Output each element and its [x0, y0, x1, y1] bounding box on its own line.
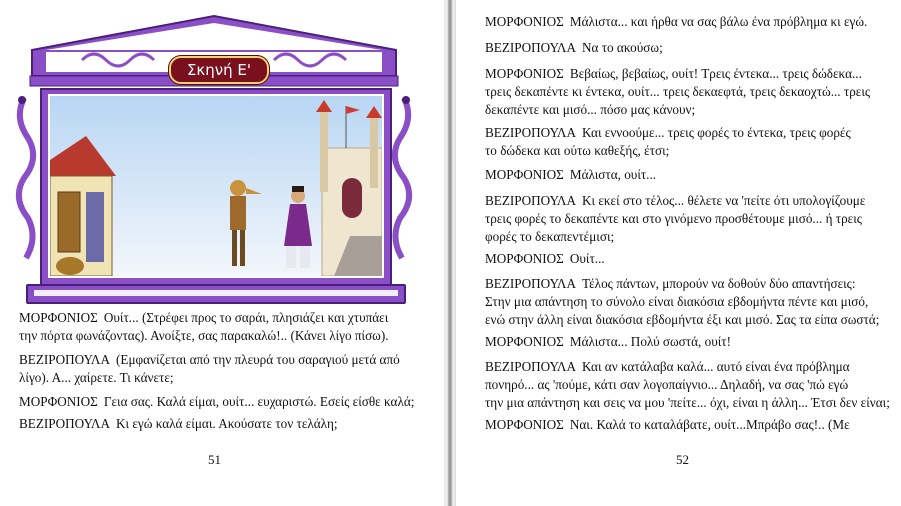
speaker-name: ΒΕΖΙΡΟΠΟΥΛΑ	[19, 416, 110, 431]
speaker-name: ΒΕΖΙΡΟΠΟΥΛΑ	[485, 193, 576, 208]
dialogue-paragraph	[485, 192, 865, 246]
dialogue-line: Ναι. Καλά το καταλάβατε, ουίτ...Μπράβο σας!.. (Με	[569, 417, 850, 432]
dialogue-line: ενώ στην άλλη είναι διακόσια εβδομήντα έξι και μισό. Σας τα είπα σωστά;	[485, 312, 880, 327]
page-number: 51	[208, 452, 221, 467]
scene-label-badge: Σκηνή Ε'	[169, 56, 269, 84]
dialogue-paragraph	[485, 250, 605, 268]
right-page	[456, 0, 901, 506]
dialogue-line: πονηρό... ας 'πούμε, κάτι σαν λογοπαίγνιο... Δηλαδή, να σας 'πώ εγώ	[485, 377, 849, 392]
speaker-name: ΒΕΖΙΡΟΠΟΥΛΑ	[19, 352, 110, 367]
dialogue-paragraph	[19, 393, 414, 411]
dialogue-paragraph	[485, 275, 879, 329]
dialogue-paragraph	[485, 124, 851, 160]
dialogue-line: Κι εκεί στο τέλος... θέλετε να 'πείτε ότι υπολογίζουμε	[582, 193, 866, 208]
dialogue-line: Και εννοούμε... τρεις φορές το έντεκα, τρεις φορές	[582, 125, 851, 140]
page-number: 52	[676, 452, 689, 467]
dialogue-line: τρεις φορές το δεκαπέντε και στο γινόμενο προσθέτουμε μισό... ή τρεις	[485, 211, 862, 226]
speaker-name: ΒΕΖΙΡΟΠΟΥΛΑ	[485, 40, 576, 55]
dialogue-line: λίγο). Α... χαίρετε. Τι κάνετε;	[19, 370, 174, 385]
dialogue-line: Τέλος πάντων, μπορούν να δοθούν δύο απαντήσεις:	[582, 276, 856, 291]
dialogue-line: Μάλιστα, ουίτ...	[569, 167, 657, 182]
dialogue-paragraph	[19, 415, 338, 433]
speaker-name: ΜΟΡΦΟΝΙΟΣ	[485, 14, 564, 29]
shadow-theatre-illustration	[12, 14, 416, 306]
speaker-name: ΒΕΖΙΡΟΠΟΥΛΑ	[485, 125, 576, 140]
dialogue-paragraph	[19, 309, 389, 345]
left-page	[0, 0, 444, 506]
dialogue-line: Κι εγώ καλά είμαι. Ακούσατε τον τελάλη;	[116, 416, 338, 431]
dialogue-line: δεκαπέντε και μισό... πόσο μας κάνουν;	[485, 102, 696, 117]
speaker-name: ΜΟΡΦΟΝΙΟΣ	[485, 66, 564, 81]
stage-base	[26, 284, 406, 304]
dialogue-line: τρεις δεκαπέντε κι έντεκα, ουίτ... τρεις δεκαεφτά, τρεις δεκαοχτώ... τρεις	[485, 84, 871, 99]
dialogue-paragraph	[485, 333, 731, 351]
dialogue-line: Γεια σας. Καλά είμαι, ουίτ... ευχαριστώ. Εσείς είσθε καλά;	[103, 394, 415, 409]
dialogue-paragraph	[19, 351, 400, 387]
speaker-name: ΜΟΡΦΟΝΙΟΣ	[19, 394, 98, 409]
dialogue-line: Μάλιστα... και ήρθα να σας βάλω ένα πρόβλημα κι εγώ.	[569, 14, 868, 29]
dialogue-paragraph	[485, 39, 663, 57]
dialogue-paragraph	[485, 13, 867, 31]
dialogue-line: την μια απάντηση και σεις να μου 'πείτε... όχι, είναι η άλλη... Έτσι δεν είναι;	[485, 395, 890, 410]
book-gutter	[444, 0, 456, 506]
dialogue-line: το δώδεκα και ούτω καθεξής, έτσι;	[485, 143, 670, 158]
dialogue-paragraph	[485, 358, 890, 412]
speaker-name: ΜΟΡΦΟΝΙΟΣ	[485, 251, 564, 266]
dialogue-paragraph	[485, 65, 870, 119]
dialogue-line: Ουίτ...	[569, 251, 605, 266]
dialogue-paragraph	[485, 166, 656, 184]
speaker-name: ΒΕΖΙΡΟΠΟΥΛΑ	[485, 276, 576, 291]
dialogue-line: Βεβαίως, βεβαίως, ουίτ! Τρεις έντεκα... τρεις δώδεκα...	[569, 66, 862, 81]
dialogue-line: φορές το δεκαπεντέμισι;	[485, 229, 615, 244]
dialogue-line: Μάλιστα... Πολύ σωστά, ουίτ!	[569, 334, 731, 349]
stage-scene	[48, 94, 384, 278]
dialogue-line: Ουίτ... (Στρέφει προς το σαράι, πλησιάζει και χτυπάει	[103, 310, 389, 325]
dialogue-line: Και αν κατάλαβα καλά... αυτό είναι ένα πρόβλημα	[582, 359, 850, 374]
dialogue-line: Στην μια απάντηση το σύνολο είναι διακόσια εβδομήντα πέντε και μισό,	[485, 294, 869, 309]
dialogue-paragraph	[485, 416, 850, 434]
dialogue-line: την πόρτα φωνάζοντας). Ανοίξτε, σας παρακαλώ!.. (Κάνει λίγο πίσω).	[19, 328, 389, 343]
speaker-name: ΜΟΡΦΟΝΙΟΣ	[485, 167, 564, 182]
dialogue-line: Να το ακούσω;	[582, 40, 663, 55]
speaker-name: ΜΟΡΦΟΝΙΟΣ	[485, 417, 564, 432]
speaker-name: ΜΟΡΦΟΝΙΟΣ	[19, 310, 98, 325]
speaker-name: ΒΕΖΙΡΟΠΟΥΛΑ	[485, 359, 576, 374]
speaker-name: ΜΟΡΦΟΝΙΟΣ	[485, 334, 564, 349]
dialogue-line: (Εμφανίζεται από την πλευρά του σαραγιού μετά από	[116, 352, 400, 367]
